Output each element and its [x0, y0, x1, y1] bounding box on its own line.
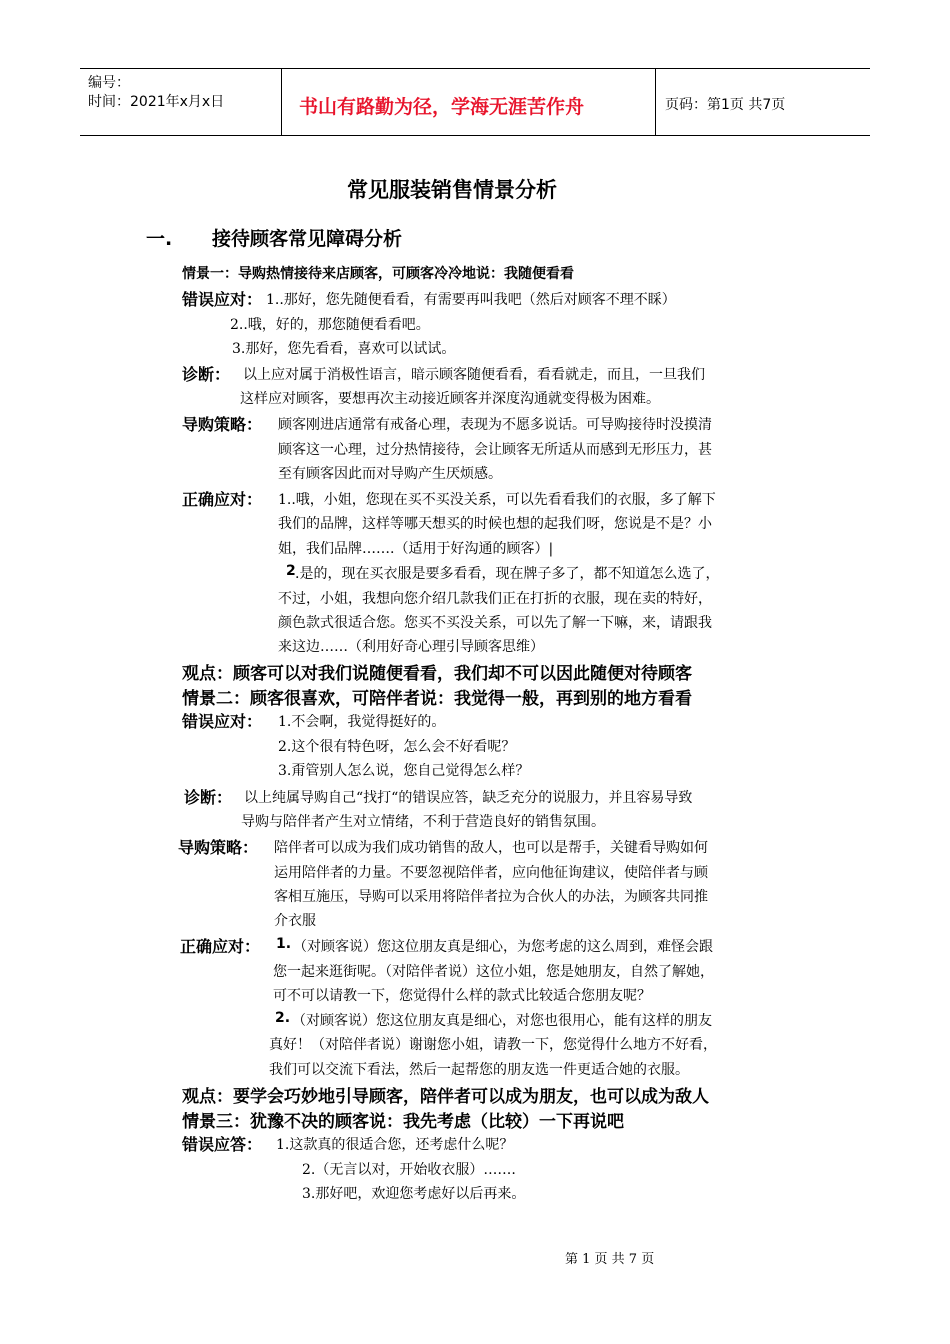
strategy-text: 至有顾客因此而对导购产生厌烦感。 [278, 466, 502, 482]
strategy-label: 导购策略： [178, 838, 259, 857]
strategy-text: 陪伴者可以成为我们成功销售的敌人，也可以是帮手，关键看导购如何 [274, 840, 708, 856]
header-top-border [80, 68, 870, 69]
diagnosis-text: 导购与陪伴者产生对立情绪，不利于营造良好的销售氛围。 [241, 814, 605, 830]
correct-answer: 真好！（对陪伴者说）谢谢您小姐，请教一下，您觉得什么地方不好看， [269, 1037, 717, 1053]
strategy-text: 介衣服 [274, 913, 316, 929]
wrong-answer: 2.这个很有特色呀，怎么会不好看呢？ [278, 739, 516, 755]
wrong-label: 错误应对： [182, 290, 263, 309]
correct-answer: （对顾客说）您这位朋友真是细心，为您考虑的这么周到，难怪会跟 [293, 939, 713, 955]
diagnosis-text: 以上纯属导购自己“找打“的错误应答，缺乏充分的说服力，并且容易导致 [244, 790, 693, 806]
correct-answer: 我们可以交流下看法，然后一起帮您的朋友选一件更适合她的衣服。 [269, 1062, 689, 1078]
correct-answer: 不过，小姐，我想向您介绍几款我们正在打折的衣服，现在卖的特好， [278, 591, 712, 607]
correct-answer-number: 1. [276, 936, 292, 952]
correct-answer: 姐，我们品牌…….（适用于好沟通的顾客）| [278, 541, 554, 557]
correct-answer: 颜色款式很适合您。您买不买没关系，可以先了解一下嘛，来，请跟我 [278, 615, 712, 631]
diagnosis-label: 诊断： [184, 788, 233, 807]
correct-label: 正确应对： [182, 490, 263, 509]
correct-answer: （对顾客说）您这位朋友真是细心，对您也很用心，能有这样的朋友 [292, 1013, 712, 1029]
page-title: 常见服装销售情景分析 [347, 178, 557, 202]
header-motto: 书山有路勤为径，学海无涯苦作舟 [299, 96, 585, 118]
diagnosis-label: 诊断： [182, 365, 231, 384]
strategy-text: 客相互施压，导购可以采用将陪伴者拉为合伙人的办法，为顾客共同推 [274, 889, 708, 905]
wrong-answer: 1.不会啊，我觉得挺好的。 [278, 714, 446, 730]
correct-answer: 可不可以请教一下，您觉得什么样的款式比较适合您朋友呢？ [273, 988, 651, 1004]
diagnosis-text: 以上应对属于消极性语言，暗示顾客随便看看，看看就走，而且，一旦我们 [243, 367, 705, 383]
strategy-text: 顾客刚进店通常有戒备心理，表现为不愿多说话。可导购接待时没摸清 [278, 417, 712, 433]
wrong-answer: 3.那好，您先看看，喜欢可以试试。 [232, 341, 456, 357]
wrong-label: 错误应答： [182, 1135, 263, 1154]
wrong-label: 错误应对： [182, 712, 263, 731]
header-bottom-border [80, 135, 870, 136]
correct-answer-number: 2 [286, 563, 296, 579]
section-number: 一. [146, 228, 173, 250]
correct-answer: 来这边……（利用好奇心理引导顾客思维） [278, 639, 544, 655]
correct-answer: 1..哦，小姐，您现在买不买没关系，可以先看看我们的衣服，多了解下 [278, 492, 716, 508]
correct-answer: 您一起来逛街呢。（对陪伴者说）这位小姐，您是她朋友，自然了解她， [273, 964, 714, 980]
diagnosis-text: 这样应对顾客，要想再次主动接近顾客并深度沟通就变得极为困难。 [240, 391, 660, 407]
header-divider-left [281, 68, 282, 136]
scenario-3-heading: 情景三：犹豫不决的顾客说：我先考虑（比较）一下再说吧 [182, 1112, 624, 1132]
correct-label: 正确应对： [180, 937, 261, 956]
header-code: 编号： [88, 75, 130, 91]
correct-answer: .是的，现在买衣服是要多看看，现在牌子多了，都不知道怎么选了， [295, 566, 720, 582]
wrong-answer: 2..哦，好的，那您随便看看吧。 [230, 317, 430, 333]
correct-answer: 我们的品牌，这样等哪天想买的时候也想的起我们呀，您说是不是？小 [278, 516, 712, 532]
header-time: 时间：2021年x月x日 [88, 94, 225, 110]
scenario-2-heading: 情景二：顾客很喜欢，可陪伴者说：我觉得一般，再到别的地方看看 [182, 689, 692, 709]
wrong-answer: 3.那好吧，欢迎您考虑好以后再来。 [302, 1186, 526, 1202]
viewpoint-2: 观点：要学会巧妙地引导顾客，陪伴者可以成为朋友，也可以成为敌人 [182, 1087, 709, 1107]
strategy-text: 运用陪伴者的力量。不要忽视陪伴者，应向他征询建议，使陪伴者与顾 [274, 865, 708, 881]
wrong-answer: 1..那好，您先随便看看，有需要再叫我吧（然后对顾客不理不睬） [266, 292, 676, 308]
header-page: 页码：第1页 共7页 [665, 97, 786, 113]
correct-answer-number: 2. [275, 1010, 291, 1026]
wrong-answer: 2.（无言以对，开始收衣服）……. [302, 1162, 516, 1178]
wrong-answer: 3.甭管别人怎么说，您自己觉得怎么样？ [278, 763, 530, 779]
strategy-text: 顾客这一心理，过分热情接待，会让顾客无所适从而感到无形压力，甚 [278, 442, 712, 458]
page-footer: 第 1 页 共 7 页 [565, 1252, 655, 1267]
wrong-answer: 1.这款真的很适合您，还考虑什么呢？ [276, 1137, 514, 1153]
strategy-label: 导购策略： [182, 415, 263, 434]
section-heading: 接待顾客常见障碍分析 [212, 228, 403, 250]
viewpoint-1: 观点：顾客可以对我们说随便看看，我们却不可以因此随便对待顾客 [182, 664, 692, 684]
scenario-1-heading: 情景一：导购热情接待来店顾客，可顾客冷冷地说：我随便看看 [182, 266, 574, 282]
header-divider-right [655, 68, 656, 136]
